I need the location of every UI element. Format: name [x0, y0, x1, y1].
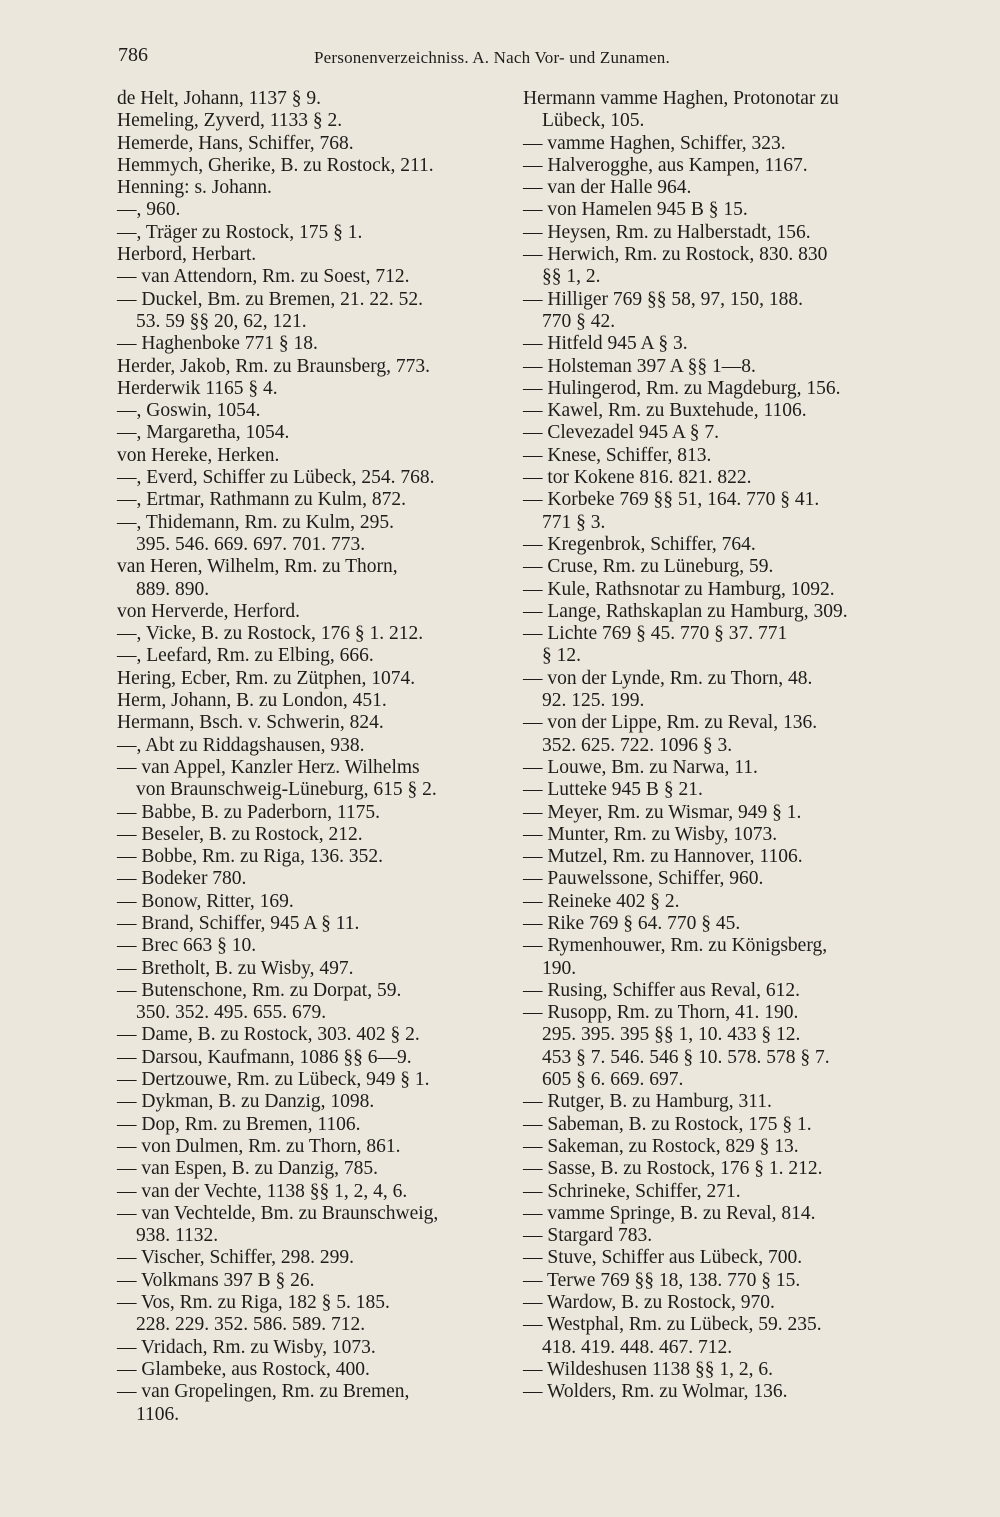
index-entry: — Rusopp, Rm. zu Thorn, 41. 190. — [523, 1002, 799, 1024]
index-entry: — vamme Springe, B. zu Reval, 814. — [523, 1202, 816, 1224]
index-entry: Hemeling, Zyverd, 1133 § 2. — [117, 110, 343, 132]
index-entry: — Wolders, Rm. zu Wolmar, 136. — [523, 1381, 788, 1403]
index-entry-continuation: 889. 890. — [136, 578, 210, 600]
index-entry: — Sabeman, B. zu Rostock, 175 § 1. — [523, 1113, 812, 1135]
index-entry-continuation: 352. 625. 722. 1096 § 3. — [542, 734, 733, 756]
index-entry: — Korbeke 769 §§ 51, 164. 770 § 41. — [523, 489, 820, 511]
index-entry: — Vischer, Schiffer, 298. 299. — [117, 1247, 355, 1269]
index-entry: von Herverde, Herford. — [117, 600, 301, 622]
index-entry: —, Leefard, Rm. zu Elbing, 666. — [117, 645, 374, 667]
index-entry: — Munter, Rm. zu Wisby, 1073. — [523, 823, 778, 845]
index-entry: — Heysen, Rm. zu Halberstadt, 156. — [523, 221, 811, 243]
index-entry: — von der Lynde, Rm. zu Thorn, 48. — [523, 667, 813, 689]
index-entry: —, Everd, Schiffer zu Lübeck, 254. 768. — [117, 467, 435, 489]
index-entry: — van Espen, B. zu Danzig, 785. — [117, 1158, 379, 1180]
index-entry: — Westphal, Rm. zu Lübeck, 59. 235. — [523, 1314, 822, 1336]
index-entry-continuation: 350. 352. 495. 655. 679. — [136, 1002, 327, 1024]
index-entry: —, Abt zu Riddagshausen, 938. — [117, 734, 365, 756]
index-entry: von Hereke, Herken. — [117, 444, 280, 466]
index-entry: Herbord, Herbart. — [117, 244, 257, 266]
index-entry: —, Margaretha, 1054. — [117, 422, 290, 444]
index-entry: — Reineke 402 § 2. — [523, 890, 680, 912]
index-entry: — Wildeshusen 1138 §§ 1, 2, 6. — [523, 1358, 773, 1380]
index-entry: — van Appel, Kanzler Herz. Wilhelms — [117, 756, 420, 778]
index-entry: de Helt, Johann, 1137 § 9. — [117, 88, 321, 109]
index-entry: — Knese, Schiffer, 813. — [523, 444, 712, 466]
index-entry-continuation: 190. — [542, 957, 577, 979]
index-entry: Hemerde, Hans, Schiffer, 768. — [117, 132, 354, 154]
index-entry: — tor Kokene 816. 821. 822. — [523, 467, 752, 489]
index-entry-continuation: §§ 1, 2. — [542, 266, 601, 288]
index-entry: — Hulingerod, Rm. zu Magdeburg, 156. — [523, 377, 841, 399]
index-entry-continuation: 92. 125. 199. — [542, 690, 645, 712]
index-entry: — Rymenhouwer, Rm. zu Königsberg, — [523, 935, 828, 957]
index-entry: —, Goswin, 1054. — [117, 400, 261, 422]
index-entry: — Bobbe, Rm. zu Riga, 136. 352. — [117, 846, 383, 868]
index-entry-continuation: 771 § 3. — [542, 511, 606, 533]
index-entry: — Haghenboke 771 § 18. — [117, 333, 318, 355]
index-entry: — Vridach, Rm. zu Wisby, 1073. — [117, 1336, 376, 1358]
index-entry: —, Träger zu Rostock, 175 § 1. — [117, 221, 363, 243]
index-entry: —, Ertmar, Rathmann zu Kulm, 872. — [117, 489, 406, 511]
index-entry-continuation: von Braunschweig-Lüneburg, 615 § 2. — [136, 779, 437, 801]
index-entry: — Hitfeld 945 A § 3. — [523, 333, 688, 355]
index-column-right — [523, 88, 915, 1404]
index-entry: — Rusing, Schiffer aus Reval, 612. — [523, 979, 800, 1001]
index-entry: — Bretholt, B. zu Wisby, 497. — [117, 957, 354, 979]
index-entry: — Hilliger 769 §§ 58, 97, 150, 188. — [523, 288, 804, 310]
index-entry: — Vos, Rm. zu Riga, 182 § 5. 185. — [117, 1292, 390, 1314]
index-entry-continuation: Lübeck, 105. — [542, 110, 645, 132]
index-entry-continuation: 228. 229. 352. 586. 589. 712. — [136, 1314, 366, 1336]
index-entry: Hering, Ecber, Rm. zu Zütphen, 1074. — [117, 667, 416, 689]
running-title: Personenverzeichniss. A. Nach Vor- und Zunamen. — [314, 48, 670, 67]
index-entry: — Dame, B. zu Rostock, 303. 402 § 2. — [117, 1024, 420, 1046]
index-entry: — Clevezadel 945 A § 7. — [523, 422, 720, 444]
index-entry: Herder, Jakob, Rm. zu Braunsberg, 773. — [117, 355, 430, 377]
index-column-left — [117, 88, 502, 1426]
index-entry: — Lutteke 945 B § 21. — [523, 779, 703, 801]
index-entry-continuation: 938. 1132. — [136, 1225, 219, 1247]
index-entry: — Kule, Rathsnotar zu Hamburg, 1092. — [523, 578, 835, 600]
index-entry: — Dertzouwe, Rm. zu Lübeck, 949 § 1. — [117, 1069, 430, 1091]
index-entry-continuation: 605 § 6. 669. 697. — [542, 1069, 684, 1091]
index-entry: — Pauwelssone, Schiffer, 960. — [523, 868, 764, 890]
index-entry: Hermann, Bsch. v. Schwerin, 824. — [117, 712, 384, 734]
index-entry-continuation: 453 § 7. 546. 546 § 10. 578. 578 § 7. — [542, 1046, 830, 1068]
index-entry-continuation: 295. 395. 395 §§ 1, 10. 433 § 12. — [542, 1024, 801, 1046]
index-entry: Hermann vamme Haghen, Protonotar zu — [523, 88, 839, 109]
index-entry: — Dykman, B. zu Danzig, 1098. — [117, 1091, 375, 1113]
index-entry: — Terwe 769 §§ 18, 138. 770 § 15. — [523, 1269, 801, 1291]
index-entry: —, Vicke, B. zu Rostock, 176 § 1. 212. — [117, 623, 424, 645]
index-entry: Herderwik 1165 § 4. — [117, 377, 278, 399]
index-entry: — Dop, Rm. zu Bremen, 1106. — [117, 1113, 361, 1135]
index-entry: — van der Vechte, 1138 §§ 1, 2, 4, 6. — [117, 1180, 408, 1202]
index-entry-continuation: 770 § 42. — [542, 310, 616, 332]
index-entry: — Glambeke, aus Rostock, 400. — [117, 1358, 370, 1380]
index-entry: — Cruse, Rm. zu Lüneburg, 59. — [523, 556, 774, 578]
index-entry: — Volkmans 397 B § 26. — [117, 1269, 315, 1291]
index-entry-continuation: § 12. — [542, 645, 581, 667]
index-entry: — Sakeman, zu Rostock, 829 § 13. — [523, 1135, 799, 1157]
index-entry: — van der Halle 964. — [523, 177, 692, 199]
index-entry: — van Gropelingen, Rm. zu Bremen, — [117, 1381, 410, 1403]
index-entry: — Lange, Rathskaplan zu Hamburg, 309. — [523, 600, 848, 622]
index-entry: — von Dulmen, Rm. zu Thorn, 861. — [117, 1135, 401, 1157]
index-entry-continuation: 418. 419. 448. 467. 712. — [542, 1336, 733, 1358]
index-entry: — Stargard 783. — [523, 1225, 653, 1247]
index-entry: — Sasse, B. zu Rostock, 176 § 1. 212. — [523, 1158, 823, 1180]
index-entry: — Butenschone, Rm. zu Dorpat, 59. — [117, 979, 402, 1001]
page-header — [0, 44, 1000, 74]
index-entry: — von Hamelen 945 B § 15. — [523, 199, 748, 221]
index-entry: — Halverogghe, aus Kampen, 1167. — [523, 154, 808, 176]
index-entry: —, Thidemann, Rm. zu Kulm, 295. — [117, 511, 394, 533]
index-entry: Herm, Johann, B. zu London, 451. — [117, 690, 387, 712]
index-entry: — Holsteman 397 A §§ 1—8. — [523, 355, 756, 377]
index-entry: — Meyer, Rm. zu Wismar, 949 § 1. — [523, 801, 802, 823]
index-entry: — Bonow, Ritter, 169. — [117, 890, 294, 912]
index-entry: — van Attendorn, Rm. zu Soest, 712. — [117, 266, 410, 288]
index-entry-continuation: 395. 546. 669. 697. 701. 773. — [136, 533, 366, 555]
index-entry: — Brec 663 § 10. — [117, 935, 257, 957]
page-number: 786 — [118, 44, 148, 66]
index-entry: — Schrineke, Schiffer, 271. — [523, 1180, 741, 1202]
index-entry: — Mutzel, Rm. zu Hannover, 1106. — [523, 846, 803, 868]
index-entry: — Babbe, B. zu Paderborn, 1175. — [117, 801, 381, 823]
index-entry: — Louwe, Bm. zu Narwa, 11. — [523, 756, 758, 778]
index-entry: — Stuve, Schiffer aus Lübeck, 700. — [523, 1247, 803, 1269]
index-entry-continuation: 53. 59 §§ 20, 62, 121. — [136, 310, 307, 332]
index-entry: — Brand, Schiffer, 945 A § 11. — [117, 912, 360, 934]
index-entry: — van Vechtelde, Bm. zu Braunschweig, — [117, 1202, 439, 1224]
index-entry: — Kregenbrok, Schiffer, 764. — [523, 533, 756, 555]
index-entry: — Beseler, B. zu Rostock, 212. — [117, 823, 363, 845]
index-entry: — Duckel, Bm. zu Bremen, 21. 22. 52. — [117, 288, 423, 310]
index-entry: — Kawel, Rm. zu Buxtehude, 1106. — [523, 400, 807, 422]
index-entry: Henning: s. Johann. — [117, 177, 272, 199]
index-entry: — vamme Haghen, Schiffer, 323. — [523, 132, 786, 154]
index-entry: — von der Lippe, Rm. zu Reval, 136. — [523, 712, 818, 734]
index-entry: — Bodeker 780. — [117, 868, 247, 890]
index-entry: — Lichte 769 § 45. 770 § 37. 771 — [523, 623, 788, 645]
index-entry: — Herwich, Rm. zu Rostock, 830. 830 — [523, 244, 828, 266]
index-entry: — Wardow, B. zu Rostock, 970. — [523, 1292, 775, 1314]
index-entry: van Heren, Wilhelm, Rm. zu Thorn, — [117, 556, 398, 578]
index-entry: — Rike 769 § 64. 770 § 45. — [523, 912, 741, 934]
index-entry: Hemmych, Gherike, B. zu Rostock, 211. — [117, 154, 434, 176]
index-entry: — Rutger, B. zu Hamburg, 311. — [523, 1091, 772, 1113]
index-entry: —, 960. — [117, 199, 181, 221]
index-entry: — Darsou, Kaufmann, 1086 §§ 6—9. — [117, 1046, 412, 1068]
index-entry-continuation: 1106. — [136, 1403, 180, 1425]
